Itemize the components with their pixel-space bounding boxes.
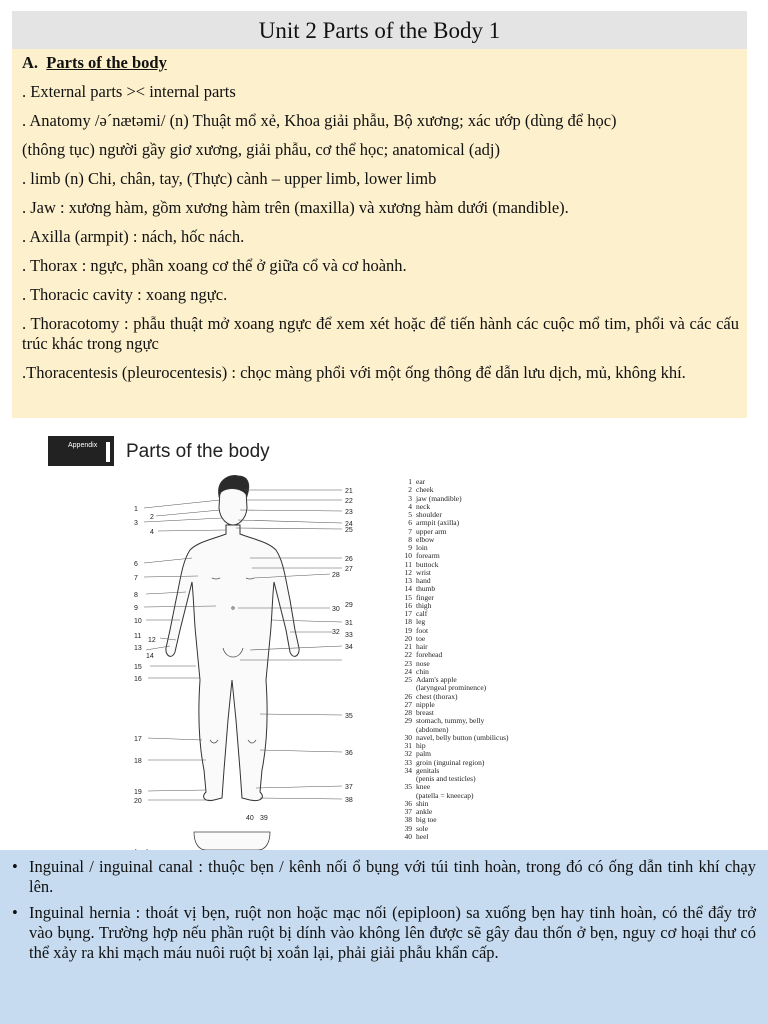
legend-number: 8 [408,534,412,544]
legend-row [396,478,508,486]
label-left-6: 6 [134,561,138,568]
legend-subterm: (patella = kneecap) [416,790,474,800]
legend-row [396,536,508,544]
legend-number: 1 [408,477,412,486]
label-left-8: 8 [134,592,138,599]
label-foot-39: 39 [260,815,268,822]
legend-row [396,651,508,659]
label-left-7: 7 [134,575,138,582]
legend-row [396,825,508,833]
legend-term: groin (inguinal region) [416,757,485,767]
legend-row [396,569,508,577]
legend-number: 9 [408,543,412,552]
legend-number: 11 [404,559,412,569]
parts-legend [396,478,508,841]
legend-row [396,759,508,767]
legend-term: shoulder [416,510,442,519]
legend-term: upper arm [416,526,447,536]
legend-number: 37 [404,807,412,816]
legend-row [396,561,508,569]
legend-term: neck [416,501,431,511]
text-line: . Thoracotomy : phẫu thuật mở xoang ngực để xem xét hoặc để tiến hành các cuộc mổ tim, phổi và các cấu trúc khác trong ngực [22,314,739,353]
legend-term: knee [416,782,431,792]
legend-number: 17 [404,609,412,618]
label-right-34: 34 [345,644,353,651]
label-right-35: 35 [345,713,353,720]
appendix-number-mark [106,442,110,462]
legend-term: heel [416,831,429,841]
legend-term: stomach, tummy, belly [416,716,485,726]
legend-term: hair [416,642,428,651]
label-left-12: 12 [148,637,156,644]
legend-number: 4 [408,501,412,511]
legend-term: palm [416,749,431,759]
legend-row [396,833,508,841]
label-right-36: 36 [345,750,353,757]
legend-row [396,627,508,635]
legend-number: 31 [404,741,412,750]
legend-number: 34 [404,765,412,775]
appendix-tab [48,436,114,466]
section-a-heading [22,53,739,73]
label-left-15: 15 [134,664,142,671]
label-right-23: 23 [345,509,353,516]
text-line: . Anatomy /əˊnætəmi/ (n) Thuật mổ xẻ, Khoa giải phẫu, Bộ xương; xác ướp (dùng để học) [22,111,617,130]
legend-row [396,602,508,610]
text-line: . Axilla (armpit) : nách, hốc nách. [22,227,245,246]
legend-row [396,544,508,552]
legend-term: elbow [416,534,435,544]
label-right-25: 25 [345,527,353,534]
label-left-4: 4 [150,529,154,536]
legend-term: chin [416,666,429,676]
legend-term: foot [416,625,429,635]
label-right-31: 31 [345,620,353,627]
text-line: .Thoracentesis (pleurocentesis) : chọc màng phổi với một ống thông để dẫn lưu dịch, mủ, không khí. [22,363,686,382]
label-left-10: 10 [134,618,142,625]
label-foot-40: 40 [246,815,254,822]
label-left-17: 17 [134,736,142,743]
label-right-26: 26 [345,556,353,563]
section-b-box [0,850,768,1024]
legend-row [396,552,508,560]
legend-row [396,495,508,503]
legend-term: thumb [416,584,436,594]
section-a-letter: A. [22,53,39,72]
label-right-37: 37 [345,784,353,791]
legend-term: breast [416,708,434,717]
legend-row [396,660,508,668]
legend-term: nipple [416,699,435,709]
torso-shape [166,525,299,801]
legend-term: ear [416,477,426,486]
legend-row [396,528,508,536]
legend-row [396,717,508,725]
legend-number: 40 [404,831,412,841]
text-line: . External parts >< internal parts [22,82,236,101]
legend-term: leg [416,617,426,627]
legend-row [396,577,508,585]
body-diagram [120,470,390,850]
legend-term: sole [416,823,429,833]
legend-row [396,800,508,808]
label-right-21: 21 [345,488,353,495]
label-right-24: 24 [345,521,353,528]
legend-row [396,643,508,651]
legend-number: 39 [404,823,412,833]
legend-number: 3 [408,493,412,503]
legend-number: 21 [404,642,412,651]
legend-number: 6 [408,518,412,528]
legend-term: wrist [416,567,431,577]
legend-number: 15 [404,592,412,602]
label-left-3: 3 [134,520,138,527]
legend-number: 2 [408,485,412,495]
legend-number: 33 [404,757,412,767]
legend-row [396,519,508,527]
label-right-27: 27 [345,566,353,573]
legend-term: armpit (axilla) [416,518,460,528]
legend-number: 10 [404,551,412,561]
legend-row [396,816,508,824]
section-a-title: Parts of the body [46,53,167,72]
legend-number: 22 [404,650,412,660]
label-right-33: 33 [345,632,353,639]
label-left-18: 18 [134,758,142,765]
legend-term: ankle [416,807,433,816]
legend-row [396,503,508,511]
legend-number: 25 [404,675,412,684]
legend-number: 7 [408,526,412,536]
legend-term: navel, belly button (umbilicus) [416,732,509,742]
legend-row [396,594,508,602]
text-line: . Jaw : xương hàm, gồm xương hàm trên (maxilla) và xương hàm dưới (mandible). [22,198,569,217]
legend-term: thigh [416,600,432,610]
bullet-mark: • [12,903,18,922]
bullet-item [12,857,756,897]
legend-term: nose [416,658,430,668]
legend-number: 13 [404,576,412,585]
legend-term: cheek [416,485,434,495]
text-line: (thông tục) người gầy giơ xương, giải phẫu, cơ thể học; anatomical (adj) [22,140,500,159]
legend-number: 26 [404,691,412,701]
legend-term: chest (thorax) [416,691,458,701]
label-right-29: 29 [345,602,353,609]
legend-row [396,734,508,742]
label-right-22: 22 [345,498,353,505]
legend-term: Adam's apple [416,675,457,684]
page-title: Unit 2 Parts of the Body 1 [12,11,747,49]
label-left-20: 20 [134,798,142,805]
legend-number: 5 [408,510,412,519]
body-outline [166,476,299,801]
legend-row [396,610,508,618]
legend-number: 14 [404,584,412,594]
back-figure [194,832,270,850]
legend-term: calf [416,609,428,618]
legend-row [396,635,508,643]
legend-term: buttock [416,559,439,569]
legend-number: 29 [404,716,412,726]
legend-term: loin [416,543,428,552]
legend-number: 19 [404,625,412,635]
legend-number: 38 [404,815,412,825]
label-left-2: 2 [150,514,154,521]
legend-term: big toe [416,815,437,825]
legend-number: 23 [404,658,412,668]
legend-subterm: (laryngeal prominence) [416,683,487,693]
label-right-38: 38 [345,797,353,804]
appendix-label: Appendix [68,442,98,449]
label-left-16: 16 [134,676,142,683]
label-right-32: 32 [332,629,340,636]
text-line: . limb (n) Chi, chân, tay, (Thực) cành – upper limb, lower limb [22,169,437,188]
legend-row [396,742,508,750]
legend-number: 32 [404,749,412,759]
legend-subterm: (abdomen) [416,724,449,734]
text-line: . Thoracic cavity : xoang ngực. [22,285,228,304]
label-left-19: 19 [134,789,142,796]
legend-term: forearm [416,551,440,561]
legend-number: 12 [404,567,412,577]
legend-term: toe [416,633,426,643]
legend-row [396,808,508,816]
legend-row [396,701,508,709]
bullet-text: Inguinal / inguinal canal : thuộc bẹn / kênh nối ổ bụng với túi tinh hoàn, trong đó có ống dẫn tinh khí chạy lên. [29,857,756,896]
legend-row [396,693,508,701]
label-left-11: 11 [134,633,142,640]
legend-number: 18 [404,617,412,627]
legend-term: forehead [416,650,443,660]
legend-number: 36 [404,798,412,808]
label-left-1: 1 [134,506,138,513]
label-left-14: 14 [146,653,154,660]
legend-number: 28 [404,708,412,717]
bullet-item [12,903,756,963]
legend-term: shin [416,798,429,808]
legend-number: 27 [404,699,412,709]
legend-row [396,618,508,626]
label-right-30: 30 [332,606,340,613]
legend-number: 35 [404,782,412,792]
legend-term: finger [416,592,434,602]
label-left-13: 13 [134,645,142,652]
legend-term: jaw (mandible) [416,493,462,503]
legend-number: 20 [404,633,412,643]
section-a-box [12,49,747,418]
legend-number: 24 [404,666,412,676]
legend-term: hand [416,576,431,585]
legend-row [396,585,508,593]
label-right-28: 28 [332,572,340,579]
label-left-9: 9 [134,605,138,612]
legend-number: 30 [404,732,412,742]
figure-title: Parts of the body [126,441,270,462]
legend-term: hip [416,741,426,750]
bullet-text: Inguinal hernia : thoát vị bẹn, ruột non hoặc mạc nối (epiploon) sa xuống bẹn hay tinh hoàn, có thể đẩy trở vào bụng. Trường hợp nếu phần ruột bị dính vào không lên được sẽ gây đau thốn ở bẹn, nguy cơ hoại thư có thể xảy ra khi mạch máu nuôi ruột bị xoắn lại, phải giải phẫu khẩn cấp. [29,903,756,962]
legend-subterm: (penis and testicles) [416,774,476,783]
bullet-mark: • [12,857,18,876]
legend-number: 16 [404,600,412,610]
legend-term: genitals [416,765,440,775]
text-line: . Thorax : ngực, phần xoang cơ thể ở giữa cổ và cơ hoành. [22,256,407,275]
